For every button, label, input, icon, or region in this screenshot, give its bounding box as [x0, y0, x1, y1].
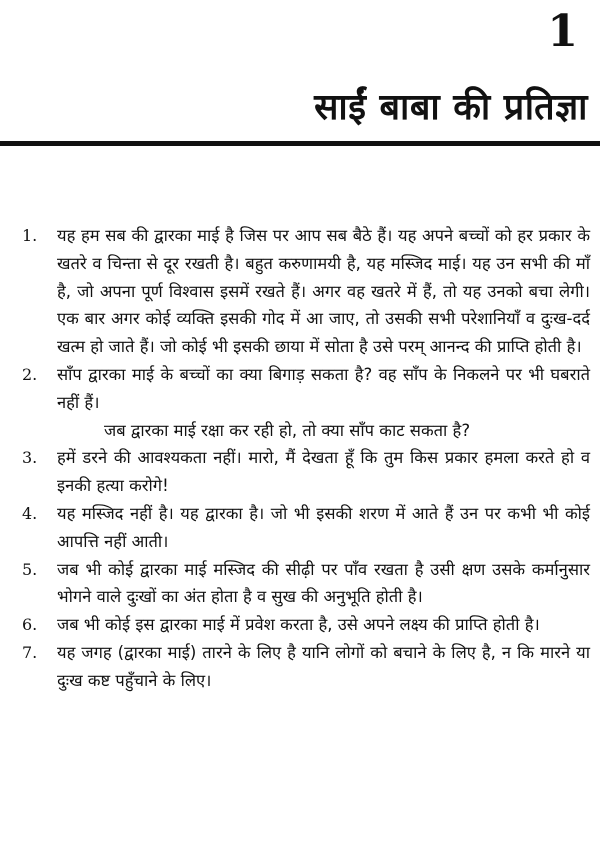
- item-text: यह जगह (द्वारका माई) तारने के लिए है यानि लोगों को बचाने के लिए है, न कि मारने या दुःख कष्ट पहुँचाने के लिए।: [57, 642, 590, 690]
- promise-list: [22, 222, 590, 695]
- item-text: यह हम सब की द्वारका माई है जिस पर आप सब बैठे हैं। यह अपने बच्चों को हर प्रकार के खतरे व चिन्ता से दूर रखती है। बहुत करुणामयी है, यह मस्जिद माई। यह उन सभी की माँ है, जो अपना पूर्ण विश्वास इसमें रखते हैं। अगर वह खतरे में हैं, तो यह उनको बचा लेगी। एक बार अगर कोई व्यक्ति इसकी गोद में आ जाए, तो उसकी सभी परेशानियाँ व दुःख-दर्द खत्म हो जाते हैं। जो कोई भी इसकी छाया में सोता है उसे परम् आनन्द की प्राप्ति होती है।: [57, 226, 590, 357]
- promise-item-6: [22, 611, 590, 639]
- promise-item-4: [22, 500, 590, 556]
- promise-item-5: [22, 556, 590, 612]
- item-text: साँप द्वारका माई के बच्चों का क्या बिगाड़ सकता है? वह साँप के निकलने पर भी घबराते नहीं हैं।: [57, 364, 590, 412]
- item-number: 4.: [22, 503, 38, 523]
- item-number: 2.: [22, 364, 38, 384]
- chapter-title: साईं बाबा की प्रतिज्ञा: [314, 87, 588, 128]
- item-text: हमें डरने की आवश्यकता नहीं। मारो, मैं देखता हूँ कि तुम किस प्रकार हमला करते हो व इनकी हत्या करोगे!: [57, 448, 590, 496]
- item-subparagraph: जब द्वारका माई रक्षा कर रही हो, तो क्या साँप काट सकता है?: [104, 420, 471, 440]
- item-number: 1.: [22, 226, 38, 245]
- item-number: 6.: [22, 615, 38, 635]
- chapter-number: 1: [547, 6, 578, 57]
- title-divider: [0, 141, 600, 146]
- item-text: जब भी कोई द्वारका माई मस्जिद की सीढ़ी पर पाँव रखता है उसी क्षण उसके कर्मानुसार भोगने वाले दुःखों का अंत होता है व सुख की अनुभूति होती है।: [57, 559, 590, 607]
- item-number: 7.: [22, 642, 38, 662]
- item-text: यह मस्जिद नहीं है। यह द्वारका है। जो भी इसकी शरण में आते हैं उन पर कभी भी कोई आपत्ति नहीं आती।: [57, 503, 590, 551]
- item-text: जब भी कोई इस द्वारका माई में प्रवेश करता है, उसे अपने लक्ष्य की प्राप्ति होती है।: [57, 615, 540, 635]
- item-number: 5.: [22, 559, 38, 579]
- promise-item-1: [22, 222, 590, 361]
- promise-item-3: [22, 444, 590, 500]
- promise-item-7: [22, 639, 590, 695]
- promise-item-2: [22, 361, 590, 417]
- item-number: 3.: [22, 448, 38, 468]
- promise-item-2-subparagraph: [22, 417, 590, 445]
